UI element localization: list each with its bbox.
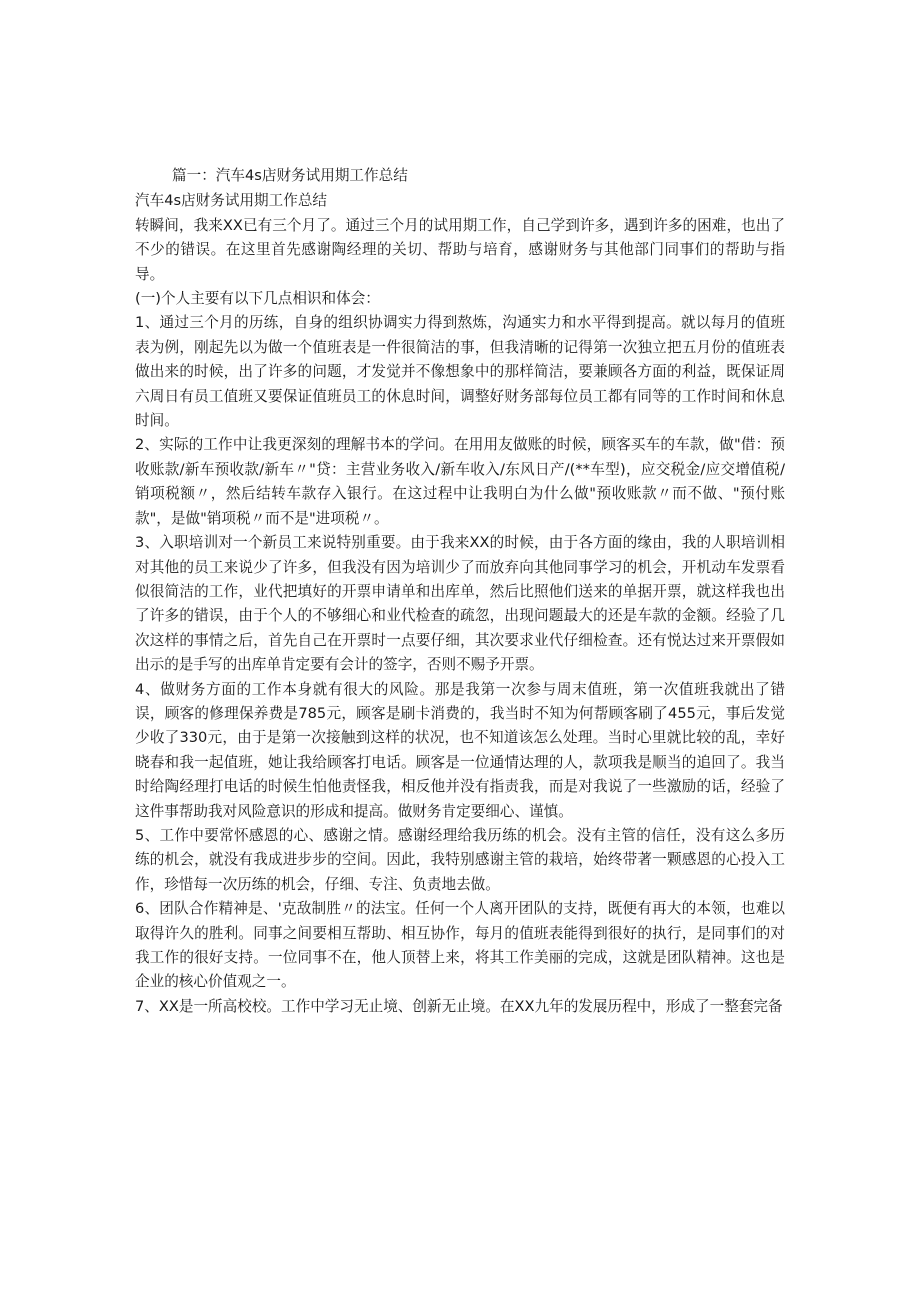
paragraph-item-3: 3、入职培训对一个新员工来说特别重要。由于我来XX的时候，由于各方面的缘由，我的人职培训相对其他的员工来说少了许多，但我没有因为培训少了而放弃向其他同事学习的机会，开机动车发票看似很简洁的工作，业代把填好的开票申请单和出库单，然后比照他们送来的单据开票，就这样我也出了许多的错误，由于个人的不够细心和业代检查的疏忽，出现问题最大的还是车款的金额。经验了几次这样的事情之后，首先自己在开票时一点要仔细，其次要求业代仔细检查。还有悦达过来开票假如出示的是手写的出库单肯定要有会计的签字，否则不赐予开票。 (135, 534, 785, 674)
document-heading: 篇一：汽车4s店财务试用期工作总结 (172, 167, 408, 184)
paragraph-section-heading: (一)个人主要有以下几点相识和体会： (135, 290, 380, 308)
document-subtitle: 汽车4s店财务试用期工作总结 (135, 192, 328, 210)
paragraph-item-7: 7、XX是一所高校校。工作中学习无止境、创新无止境。在XX九年的发展历程中，形成了一整套完备 (135, 997, 783, 1015)
document-body (135, 164, 785, 1019)
paragraph-item-6: 6、团队合作精神是、'克敌制胜〃的法宝。任何一个人离开团队的支持，既便有再大的本领，也难以取得许久的胜利。同事之间要相互帮助、相互协作，每月的值班表能得到很好的执行，是同事们的对我工作的很好支持。一位同事不在，他人顶替上来，将其工作美丽的完成，这就是团队精神。这也是企业的核心价值观之一。 (135, 900, 785, 991)
paragraph-item-2: 2、实际的工作中让我更深刻的理解书本的学问。在用用友做账的时候，顾客买车的车款，做"借：预收账款/新车预收款/新车〃"贷：主营业务收入/新车收入/东风日产/(**车型)，应交税金/应交增值税/销项税额〃，然后结转车款存入银行。在这过程中让我明白为什么做"预收账款〃而不做、"预付账款"，是做"销项税〃而不是"进项税〃。 (135, 436, 785, 527)
paragraph-item-4: 4、做财务方面的工作本身就有很大的风险。那是我第一次参与周末值班，第一次值班我就出了错误，顾客的修理保养费是785元，顾客是刷卡消费的，我当时不知为何帮顾客刷了455元，事后发觉少收了330元，由于是第一次接触到这样的状况，也不知道该怎么处理。当时心里就比较的乱，幸好晓春和我一起值班，她让我给顾客打电话。顾客是一位通情达理的人，款项我是顺当的追回了。我当时给陶经理打电话的时候生怕他责怪我，相反他并没有指责我，而是对我说了一些激励的话，经验了这件事帮助我对风险意识的形成和提高。做财务肯定要细心、谨慎。 (135, 680, 785, 820)
paragraph-item-1: 1、通过三个月的历练，自身的组织协调实力得到熬炼，沟通实力和水平得到提高。就以每月的值班表为例，刚起先以为做一个值班表是一件很简洁的事，但我清晰的记得第一次独立把五月份的值班表做出来的时候，出了许多的问题，才发觉并不像想象中的那样简洁，要兼顾各方面的利益，既保证周六周日有员工值班又要保证值班员工的休息时间，调整好财务部每位员工都有同等的工作时间和休息时间。 (135, 314, 785, 430)
paragraph-intro: 转瞬间，我来XX已有三个月了。通过三个月的试用期工作，自己学到许多，遇到许多的困难，也出了不少的错误。在这里首先感谢陶经理的关切、帮助与培育，感谢财务与其他部门同事们的帮助与指导。 (135, 216, 785, 283)
paragraph-item-5: 5、工作中要常怀感恩的心、感谢之情。感谢经理给我历练的机会。没有主管的信任，没有这么多历练的机会，就没有我成进步步的空间。因此，我特别感谢主管的栽培，始终带著一颗感恩的心投入工作，珍惜每一次历练的机会，仔细、专注、负责地去做。 (135, 826, 785, 893)
